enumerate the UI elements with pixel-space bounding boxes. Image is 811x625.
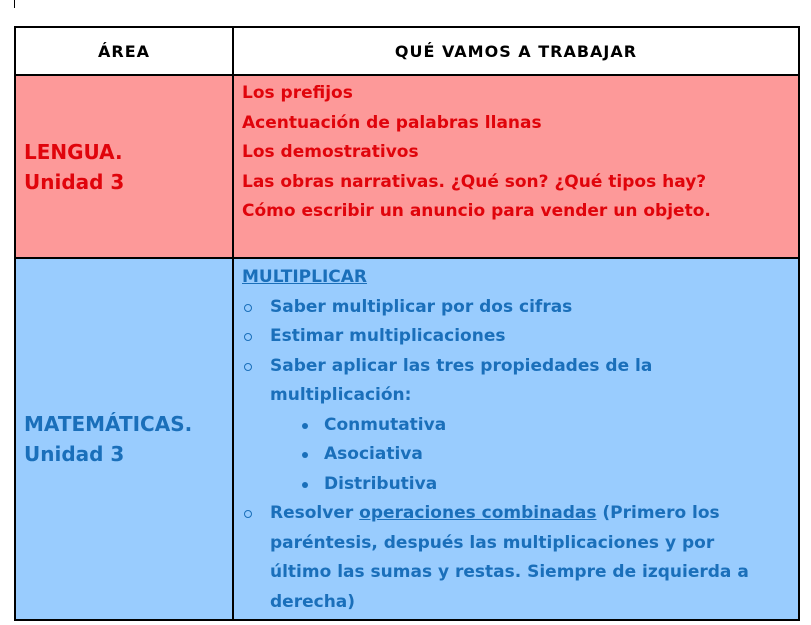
row-matematicas — [15, 258, 799, 620]
section-title-multiplicar: MULTIPLICAR — [242, 267, 368, 287]
dot-bullet-icon — [302, 423, 308, 429]
ring-bullet-icon — [244, 363, 252, 371]
lengua-item: Las obras narrativas. ¿Qué son? ¿Qué tipos hay? — [242, 171, 707, 192]
list-item — [242, 352, 798, 500]
item-text: multiplicación: — [270, 385, 412, 405]
plan-table — [14, 26, 800, 621]
list-item — [324, 411, 798, 441]
lengua-item: Los prefijos — [242, 83, 353, 103]
dot-bullet-icon — [302, 482, 308, 488]
item-text: Distributiva — [324, 473, 438, 494]
text-cursor — [14, 0, 15, 8]
ring-bullet-icon — [244, 304, 252, 312]
item-text: derecha) — [270, 591, 356, 612]
area-lengua-title: LENGUA. — [24, 139, 123, 164]
propiedades-list — [270, 411, 798, 500]
list-item — [242, 322, 798, 352]
ring-bullet-icon — [244, 333, 252, 341]
row-lengua — [15, 75, 799, 258]
area-mate-title: MATEMÁTICAS. — [24, 412, 193, 436]
header-trabajo: QUÉ VAMOS A TRABAJAR — [233, 27, 799, 75]
lengua-item: Los demostrativos — [242, 142, 419, 162]
dot-bullet-icon — [302, 452, 308, 458]
header-row — [15, 27, 799, 75]
ring-bullet-icon — [244, 510, 252, 518]
list-item — [242, 293, 798, 323]
lengua-item: Acentuación de palabras llanas — [242, 112, 542, 133]
item-text: Asociativa — [324, 444, 423, 464]
lengua-item: Cómo escribir un anuncio para vender un objeto. — [242, 201, 711, 221]
item-text: Resolver — [270, 503, 360, 523]
item-text: Saber aplicar las tres propiedades de la — [270, 355, 653, 376]
list-item — [324, 440, 798, 470]
item-text: paréntesis, después las multiplicaciones y por — [270, 532, 715, 553]
area-lengua — [15, 75, 233, 258]
item-text: Conmutativa — [324, 414, 447, 435]
area-lengua-unit: Unidad 3 — [24, 169, 125, 194]
item-text: (Primero los — [596, 503, 720, 523]
area-matematicas — [15, 258, 233, 620]
item-text: Estimar multiplicaciones — [270, 326, 506, 346]
content-matematicas — [233, 258, 799, 620]
area-mate-unit: Unidad 3 — [24, 442, 125, 466]
list-item — [324, 470, 798, 500]
mate-list — [242, 293, 798, 618]
list-item — [242, 499, 798, 617]
operaciones-combinadas-link[interactable]: operaciones combinadas — [359, 503, 597, 523]
content-lengua — [233, 75, 799, 258]
header-area: ÁREA — [15, 27, 233, 75]
item-text: Saber multiplicar por dos cifras — [270, 296, 573, 317]
item-text: último las sumas y restas. Siempre de izquierda a — [270, 562, 749, 582]
